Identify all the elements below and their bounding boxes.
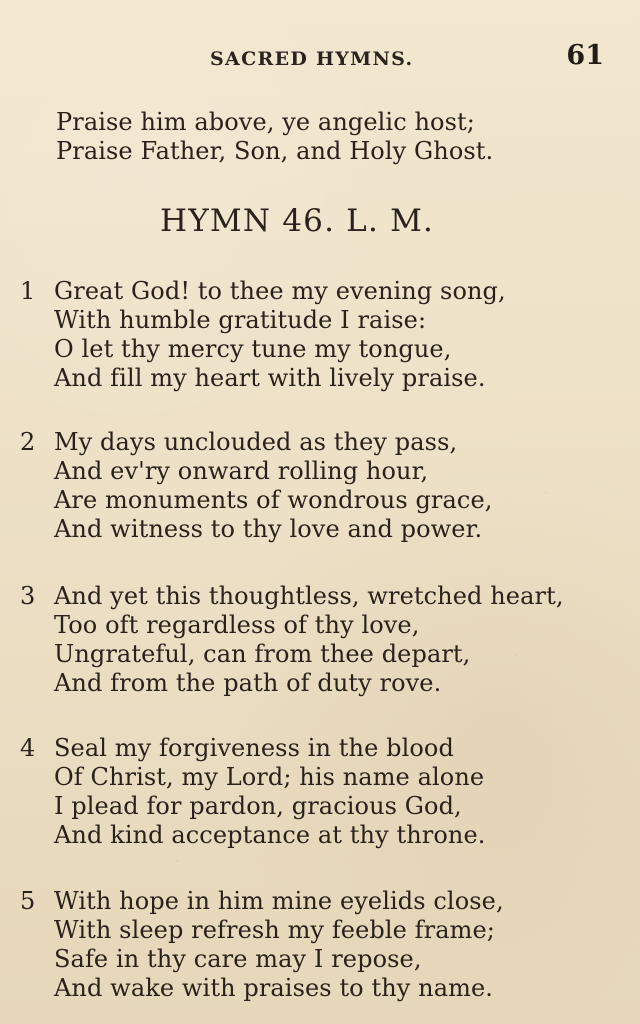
verse-line: Great God! to thee my evening song, [54, 277, 506, 305]
verse-number: 1 [20, 277, 36, 305]
verse-lines [54, 428, 610, 544]
verse-lines [54, 582, 610, 698]
verse-line: And from the path of duty rove. [54, 669, 442, 697]
page-number: 61 [566, 40, 604, 71]
verse-line: And kind acceptance at thy throne. [54, 821, 486, 849]
verse-lines [54, 734, 610, 850]
verse-line: Of Christ, my Lord; his name alone [54, 763, 485, 791]
paper-spot [176, 860, 178, 862]
doxology-line: Praise him above, ye angelic host; [56, 108, 475, 136]
verse-line: And wake with praises to thy name. [54, 974, 494, 1002]
verse-line: And fill my heart with lively praise. [54, 364, 486, 392]
verse-number: 3 [20, 582, 36, 610]
verse-line: My days unclouded as they pass, [54, 428, 458, 456]
verse-line: Safe in thy care may I repose, [54, 945, 422, 973]
doxology-lines [56, 108, 576, 166]
verse-line: Seal my forgiveness in the blood [54, 734, 454, 762]
page-header [0, 40, 640, 74]
verse-line: O let thy mercy tune my tongue, [54, 335, 452, 363]
verse-lines [54, 277, 610, 393]
verse-number: 5 [20, 887, 36, 915]
verse-line: I plead for pardon, gracious God, [54, 792, 462, 820]
verse-line: Too oft regardless of thy love, [54, 611, 420, 639]
verse-line: With sleep refresh my feeble frame; [54, 916, 495, 944]
running-title: SACRED HYMNS. [210, 48, 414, 70]
verse-lines [54, 887, 610, 1003]
verse-number: 2 [20, 428, 36, 456]
verse-line: Ungrateful, can from thee depart, [54, 640, 471, 668]
verse-line: And yet this thoughtless, wretched heart, [54, 582, 564, 610]
verse-line: With hope in him mine eyelids close, [54, 887, 504, 915]
verse-line: Are monuments of wondrous grace, [54, 486, 493, 514]
doxology-line: Praise Father, Son, and Holy Ghost. [56, 137, 494, 165]
verse-number: 4 [20, 734, 36, 762]
verse-line: And witness to thy love and power. [54, 515, 483, 543]
hymn-title: HYMN 46. L. M. [160, 203, 435, 239]
verse-line: With humble gratitude I raise: [54, 306, 427, 334]
verse-line: And ev'ry onward rolling hour, [54, 457, 429, 485]
